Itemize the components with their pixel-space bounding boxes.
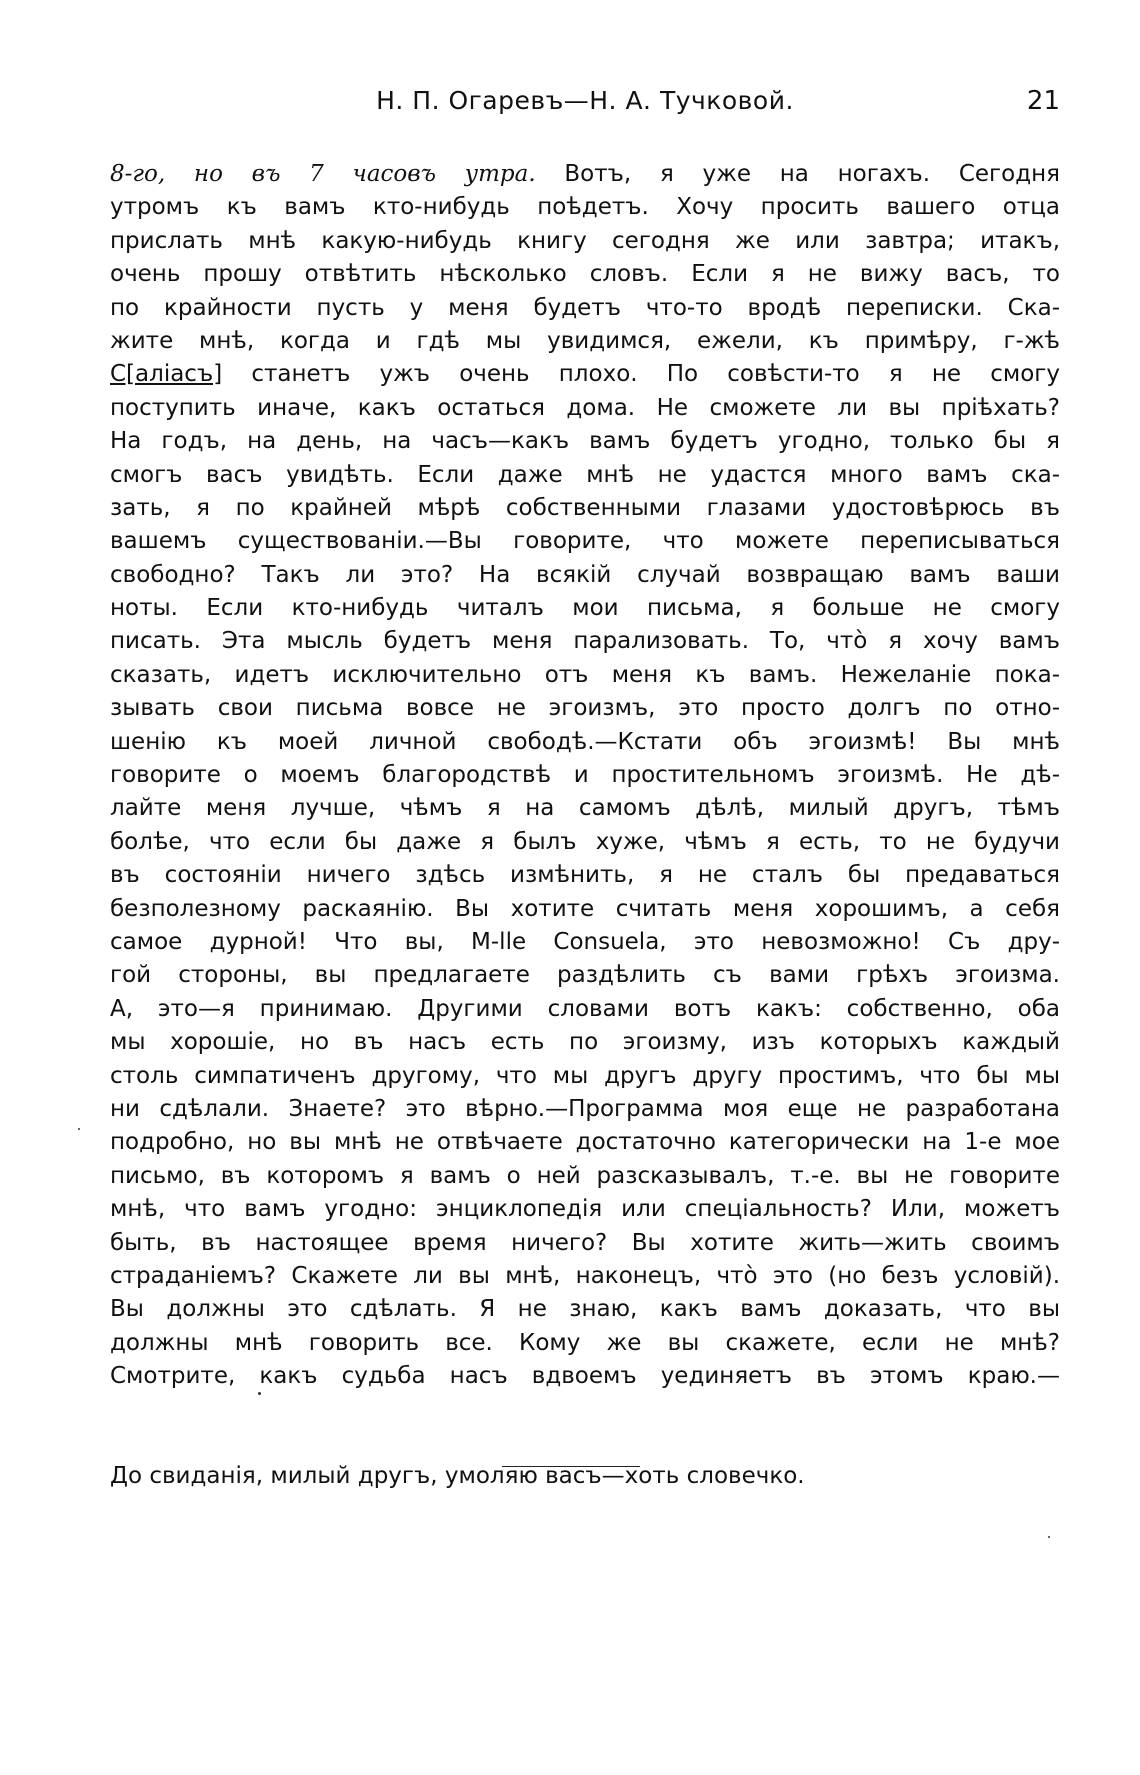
text-line: Смотрите, какъ судьба насъ вдвоемъ уединяетъ въ этомъ краю.— <box>110 1363 1060 1390</box>
letter-body <box>110 158 1060 1494</box>
text-line: подробно, но вы мнѣ не отвѣчаете достаточно категорически на 1-е мое <box>110 1129 1060 1156</box>
text-line: свободно? Такъ ли это? На всякій случай возвращаю вамъ ваши <box>110 561 1060 588</box>
text-line: ни сдѣлали. Знаете? это вѣрно.—Программа моя еще не разработана <box>110 1095 1060 1122</box>
text-line: въ состояніи ничего здѣсь измѣнить, я не сталъ бы предаваться <box>110 862 1060 889</box>
text-line: утромъ къ вамъ кто-нибудь поѣдетъ. Хочу просить вашего отца <box>110 194 1060 221</box>
text-line: зать, я по крайней мѣрѣ собственными глазами удостовѣрюсь въ <box>110 494 1060 521</box>
text-line: очень прошу отвѣтить нѣсколько словъ. Если я не вижу васъ, то <box>110 261 1060 288</box>
text-line: лайте меня лучше, чѣмъ я на самомъ дѣлѣ, милый другъ, тѣмъ <box>110 795 1060 822</box>
text-line <box>110 158 1060 191</box>
text-line: А, это—я принимаю. Другими словами вотъ какъ: собственно, оба <box>110 995 1060 1022</box>
text-line: На годъ, на день, на часъ—какъ вамъ будетъ угодно, только бы я <box>110 428 1060 455</box>
text-line-last: До свиданія, милый другъ, умоляю васъ—хоть словечко. <box>110 1463 805 1490</box>
text-line: смогъ васъ увидѣть. Если даже мнѣ не удастся много вамъ ска- <box>110 461 1060 488</box>
text-line: быть, въ настоящее время ничего? Вы хотите жить—жить своимъ <box>110 1229 1060 1256</box>
text-line: мы хорошіе, но въ насъ есть по эгоизму, изъ которыхъ каждый <box>110 1029 1060 1056</box>
text-line: письмо, въ которомъ я вамъ о ней разсказывалъ, т.-е. вы не говорите <box>110 1162 1060 1189</box>
text-fragment: станетъ ужъ очень плохо. По совѣсти-то я не смогу <box>222 361 1060 388</box>
text-line <box>110 1427 1060 1460</box>
text-line: болѣе, что если бы даже я былъ хуже, чѣмъ я есть, то не будучи <box>110 828 1060 855</box>
text-line: говорите о моемъ благородствѣ и простительномъ эгоизмѣ. Не дѣ- <box>110 762 1060 789</box>
text-line: вашемъ существованіи.—Вы говорите, что можете переписываться <box>110 528 1060 555</box>
letter-date: 8-го, но въ 7 часовъ утра. <box>110 161 536 187</box>
text-line: прислать мнѣ какую-нибудь книгу сегодня же или завтра; итакъ, <box>110 227 1060 254</box>
print-speck <box>78 1128 80 1130</box>
running-title: Н. П. Огаревъ—Н. А. Тучковой. <box>376 86 794 115</box>
print-speck <box>1048 1536 1050 1538</box>
text-line: шенію къ моей личной свободѣ.—Кстати объ эгоизмѣ! Вы мнѣ <box>110 728 1060 755</box>
text-line: жите мнѣ, когда и гдѣ мы увидимся, ежели, къ примѣру, г-жѣ <box>110 327 1060 354</box>
text-line: самое дурной! Что вы, M-lle Consuela, это невозможно! Съ дру- <box>110 928 1060 955</box>
text-line: зывать свои письма вовсе не эгоизмъ, это просто долгъ по отно- <box>110 695 1060 722</box>
text-line: Вы должны это сдѣлать. Я не знаю, какъ вамъ доказать, что вы <box>110 1296 1060 1323</box>
text-fragment: Вотъ, я уже на ногахъ. Сегодня <box>535 161 1060 187</box>
text-line: мнѣ, что вамъ угодно: энциклопедія или спеціальность? Или, можетъ <box>110 1196 1060 1223</box>
print-speck <box>258 1392 261 1395</box>
text-line: по крайности пусть у меня будетъ что-то вродѣ переписки. Ска- <box>110 294 1060 321</box>
text-line: поступить иначе, какъ остаться дома. Не сможете ли вы пріѣхать? <box>110 394 1060 421</box>
editorial-bracket-name: С[аліасъ] <box>110 361 223 388</box>
text-line <box>110 358 1060 391</box>
text-line: сказать, идетъ исключительно отъ меня къ вамъ. Нежеланіе пока- <box>110 661 1060 688</box>
text-line: страданіемъ? Скажете ли вы мнѣ, наконецъ, чтò это (но безъ условій). <box>110 1262 1060 1289</box>
text-line: писать. Эта мысль будетъ меня парализовать. То, чтò я хочу вамъ <box>110 628 1060 655</box>
text-line: столь симпатиченъ другому, что мы другъ другу простимъ, что бы мы <box>110 1062 1060 1089</box>
text-line: должны мнѣ говорить все. Кому же вы скажете, если не мнѣ? <box>110 1329 1060 1356</box>
running-head <box>110 86 1060 126</box>
text-line: гой стороны, вы предлагаете раздѣлить съ вами грѣхъ эгоизма. <box>110 962 1060 989</box>
text-line: ноты. Если кто-нибудь читалъ мои письма, я больше не смогу <box>110 595 1060 622</box>
text-line: безполезному раскаянію. Вы хотите считать меня хорошимъ, а себя <box>110 895 1060 922</box>
closing-rule <box>502 1466 640 1467</box>
page-number: 21 <box>1026 86 1060 116</box>
text-line <box>110 1393 1060 1426</box>
